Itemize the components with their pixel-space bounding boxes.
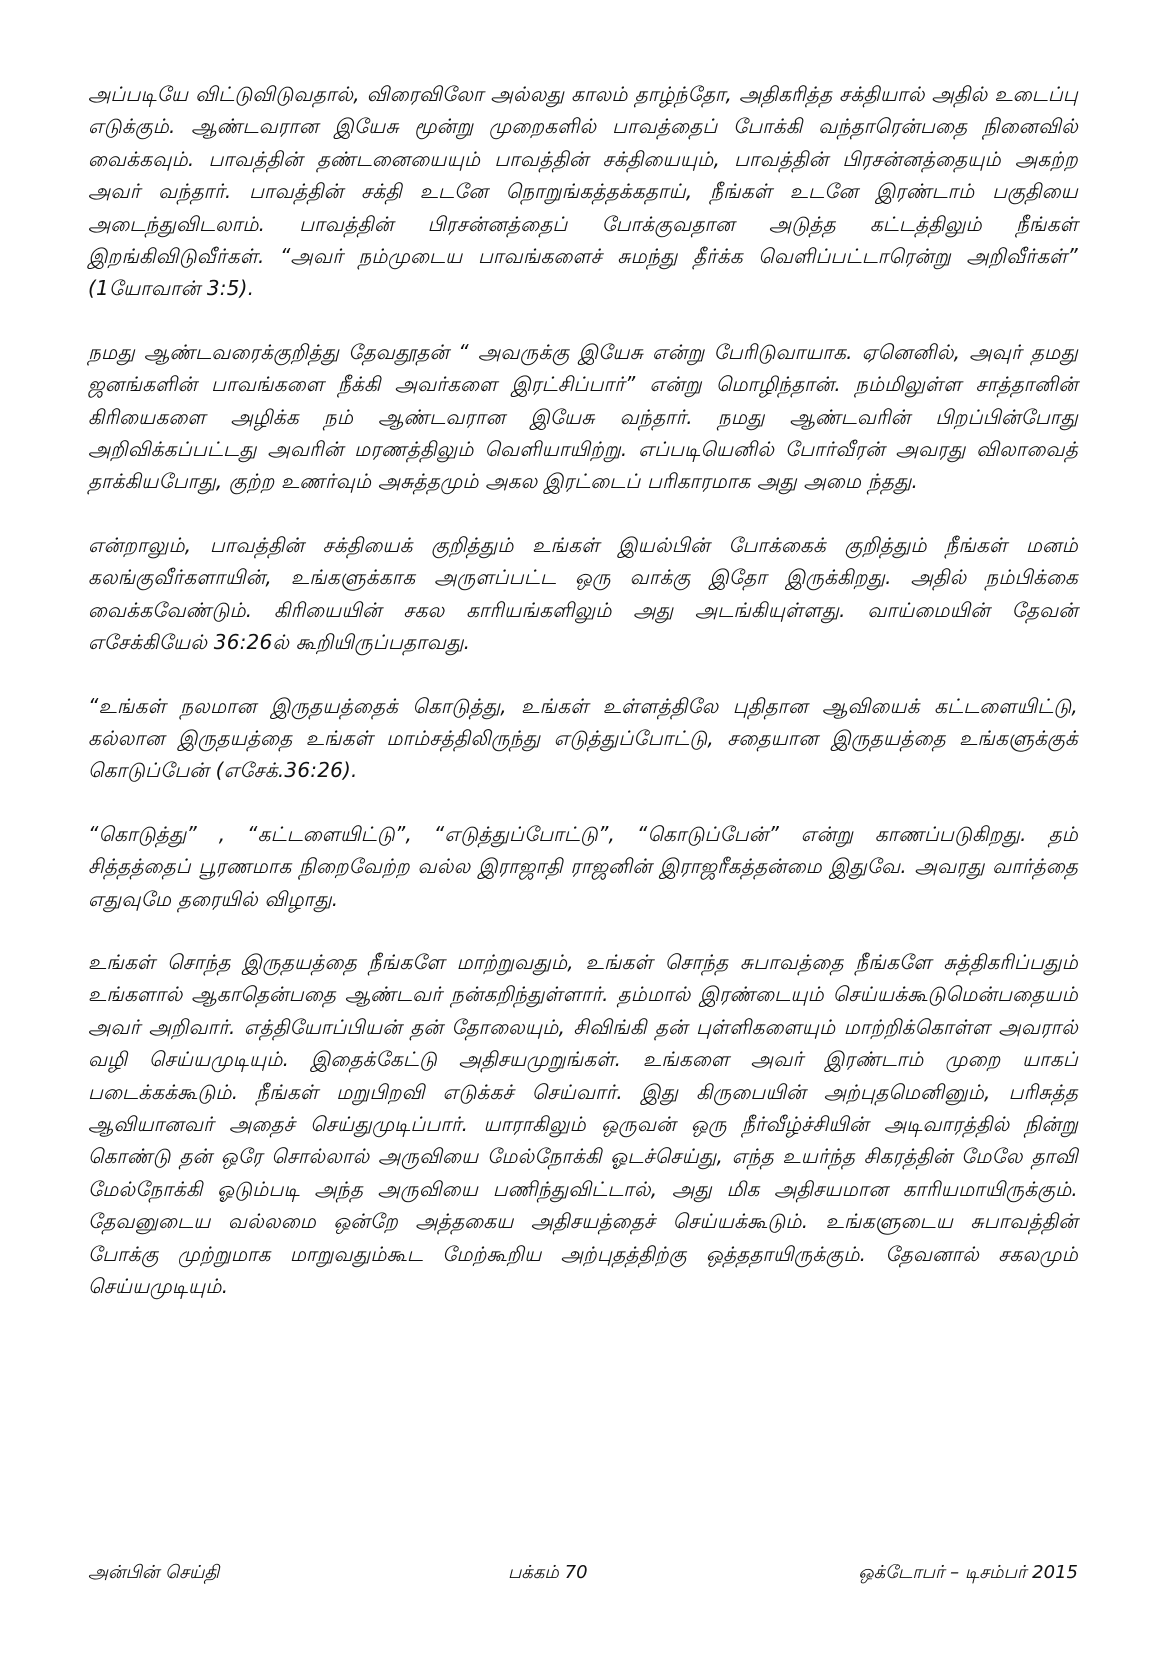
paragraph-3: என்றாலும், பாவத்தின் சக்தியைக் குறித்தும் உங்கள் இயல்பின் போக்கைக் குறித்தும் நீங்கள் மனம் கலங்குவீர்களாயின், உங்களுக்காக அருளப்பட்ட ஒரு வாக்கு இதோ இருக்கிறது. அதில் நம்பிக்கை வைக்கவேண்டும். கிரியையின் சகல காரியங்களிலும் அது அடங்கியுள்ளது. வாய்மையின் தேவன் எசேக்கியேல் 36:26ல் கூறியிருப்பதாவது. [88,532,1078,655]
page-footer [88,1562,1078,1588]
paragraph-5: “கொடுத்து” , “கட்டளையிட்டு”, “எடுத்துப்போட்டு”, “கொடுப்பேன்” என்று காணப்படுகிறது. தம் சித்தத்தைப் பூரணமாக நிறைவேற்ற வல்ல இராஜாதி ராஜனின் இராஜரீகத்தன்மை இதுவே. அவரது வார்த்தை எதுவுமே தரையில் விழாது. [88,821,1078,911]
page-body [88,78,1078,1333]
paragraph-6: உங்கள் சொந்த இருதயத்தை நீங்களே மாற்றுவதும், உங்கள் சொந்த சுபாவத்தை நீங்களே சுத்திகரிப்பதும் உங்களால் ஆகாதென்பதை ஆண்டவர் நன்கறிந்துள்ளார். தம்மால் இரண்டையும் செய்யக்கூடுமென்பதையம் அவர் அறிவார். எத்தியோப்பியன் தன் தோலையும், சிவிங்கி தன் புள்ளிகளையும் மாற்றிக்கொள்ள அவரால் வழி செய்யமுடியும். இதைக்கேட்டு அதிசயமுறுங்கள். உங்களை அவர் இரண்டாம் முறை யாகப் படைக்கக்கூடும். நீங்கள் மறுபிறவி எடுக்கச் செய்வார். இது கிருபையின் அற்புதமெனினும், பரிசுத்த ஆவியானவர் அதைச் செய்துமுடிப்பார். யாராகிலும் ஒருவன் ஒரு நீர்வீழ்ச்சியின் அடிவாரத்தில் நின்று கொண்டு தன் ஒரே சொல்லால் அருவியை மேல்நோக்கி ஓடச்செய்து, எந்த உயர்ந்த சிகரத்தின் மேலே தாவி மேல்நோக்கி ஓடும்படி அந்த அருவியை பணிந்துவிட்டால், அது மிக அதிசயமான காரியமாயிருக்கும். தேவனுடைய வல்லமை ஒன்றே அத்தகைய அதிசயத்தைச் செய்யக்கூடும். உங்களுடைய சுபாவத்தின் போக்கு முற்றுமாக மாறுவதும்கூட மேற்கூறிய அற்புதத்திற்கு ஒத்ததாயிருக்கும். தேவனால் சகலமும் செய்யமுடியும். [88,949,1078,1298]
footer-publication: அன்பின் செய்தி [88,1562,220,1583]
footer-date: ஒக்டோபர் – டிசம்பர் 2015 [858,1562,1078,1583]
paragraph-4: “உங்கள் நலமான இருதயத்தைக் கொடுத்து, உங்கள் உள்ளத்திலே புதிதான ஆவியைக் கட்டளையிட்டு, கல்லான இருதயத்தை உங்கள் மாம்சத்திலிருந்து எடுத்துப்போட்டு, சதையான இருதயத்தை உங்களுக்குக் கொடுப்பேன் (எசேக்.36:26). [88,693,1078,783]
footer-page-number: பக்கம் 70 [508,1562,588,1583]
paragraph-2: நமது ஆண்டவரைக்குறித்து தேவதூதன் “ அவருக்கு இயேசு என்று பேரிடுவாயாக. ஏனெனில், அவுர் தமது ஜனங்களின் பாவங்களை நீக்கி அவர்களை இரட்சிப்பார்” என்று மொழிந்தான். நம்மிலுள்ள சாத்தானின் கிரியைகளை அழிக்க நம் ஆண்டவரான இயேசு வந்தார். நமது ஆண்டவரின் பிறப்பின்போது அறிவிக்கப்பட்டது அவரின் மரணத்திலும் வெளியாயிற்று. எப்படியெனில் போர்வீரன் அவரது விலாவைத் தாக்கியபோது, குற்ற உணர்வும் அசுத்தமும் அகல இரட்டைப் பரிகாரமாக அது அமை ந்தது. [88,339,1078,494]
paragraph-1: அப்படியே விட்டுவிடுவதால், விரைவிலோ அல்லது காலம் தாழ்ந்தோ, அதிகரித்த சக்தியால் அதில் உடைப்பு எடுக்கும். ஆண்டவரான இயேசு மூன்று முறைகளில் பாவத்தைப் போக்கி வந்தாரென்பதை நினைவில் வைக்கவும். பாவத்தின் தண்டனையையும் பாவத்தின் சக்தியையும், பாவத்தின் பிரசன்னத்தையும் அகற்ற அவர் வந்தார். பாவத்தின் சக்தி உடனே நொறுங்கத்தக்கதாய், நீங்கள் உடனே இரண்டாம் பகுதியை அடைந்துவிடலாம். பாவத்தின் பிரசன்னத்தைப் போக்குவதான அடுத்த கட்டத்திலும் நீங்கள் இறங்கிவிடுவீர்கள். “அவர் நம்முடைய பாவங்களைச் சுமந்து தீர்க்க வெளிப்பட்டாரென்று அறிவீர்கள்” (1யோவான் 3:5). [88,82,1078,301]
